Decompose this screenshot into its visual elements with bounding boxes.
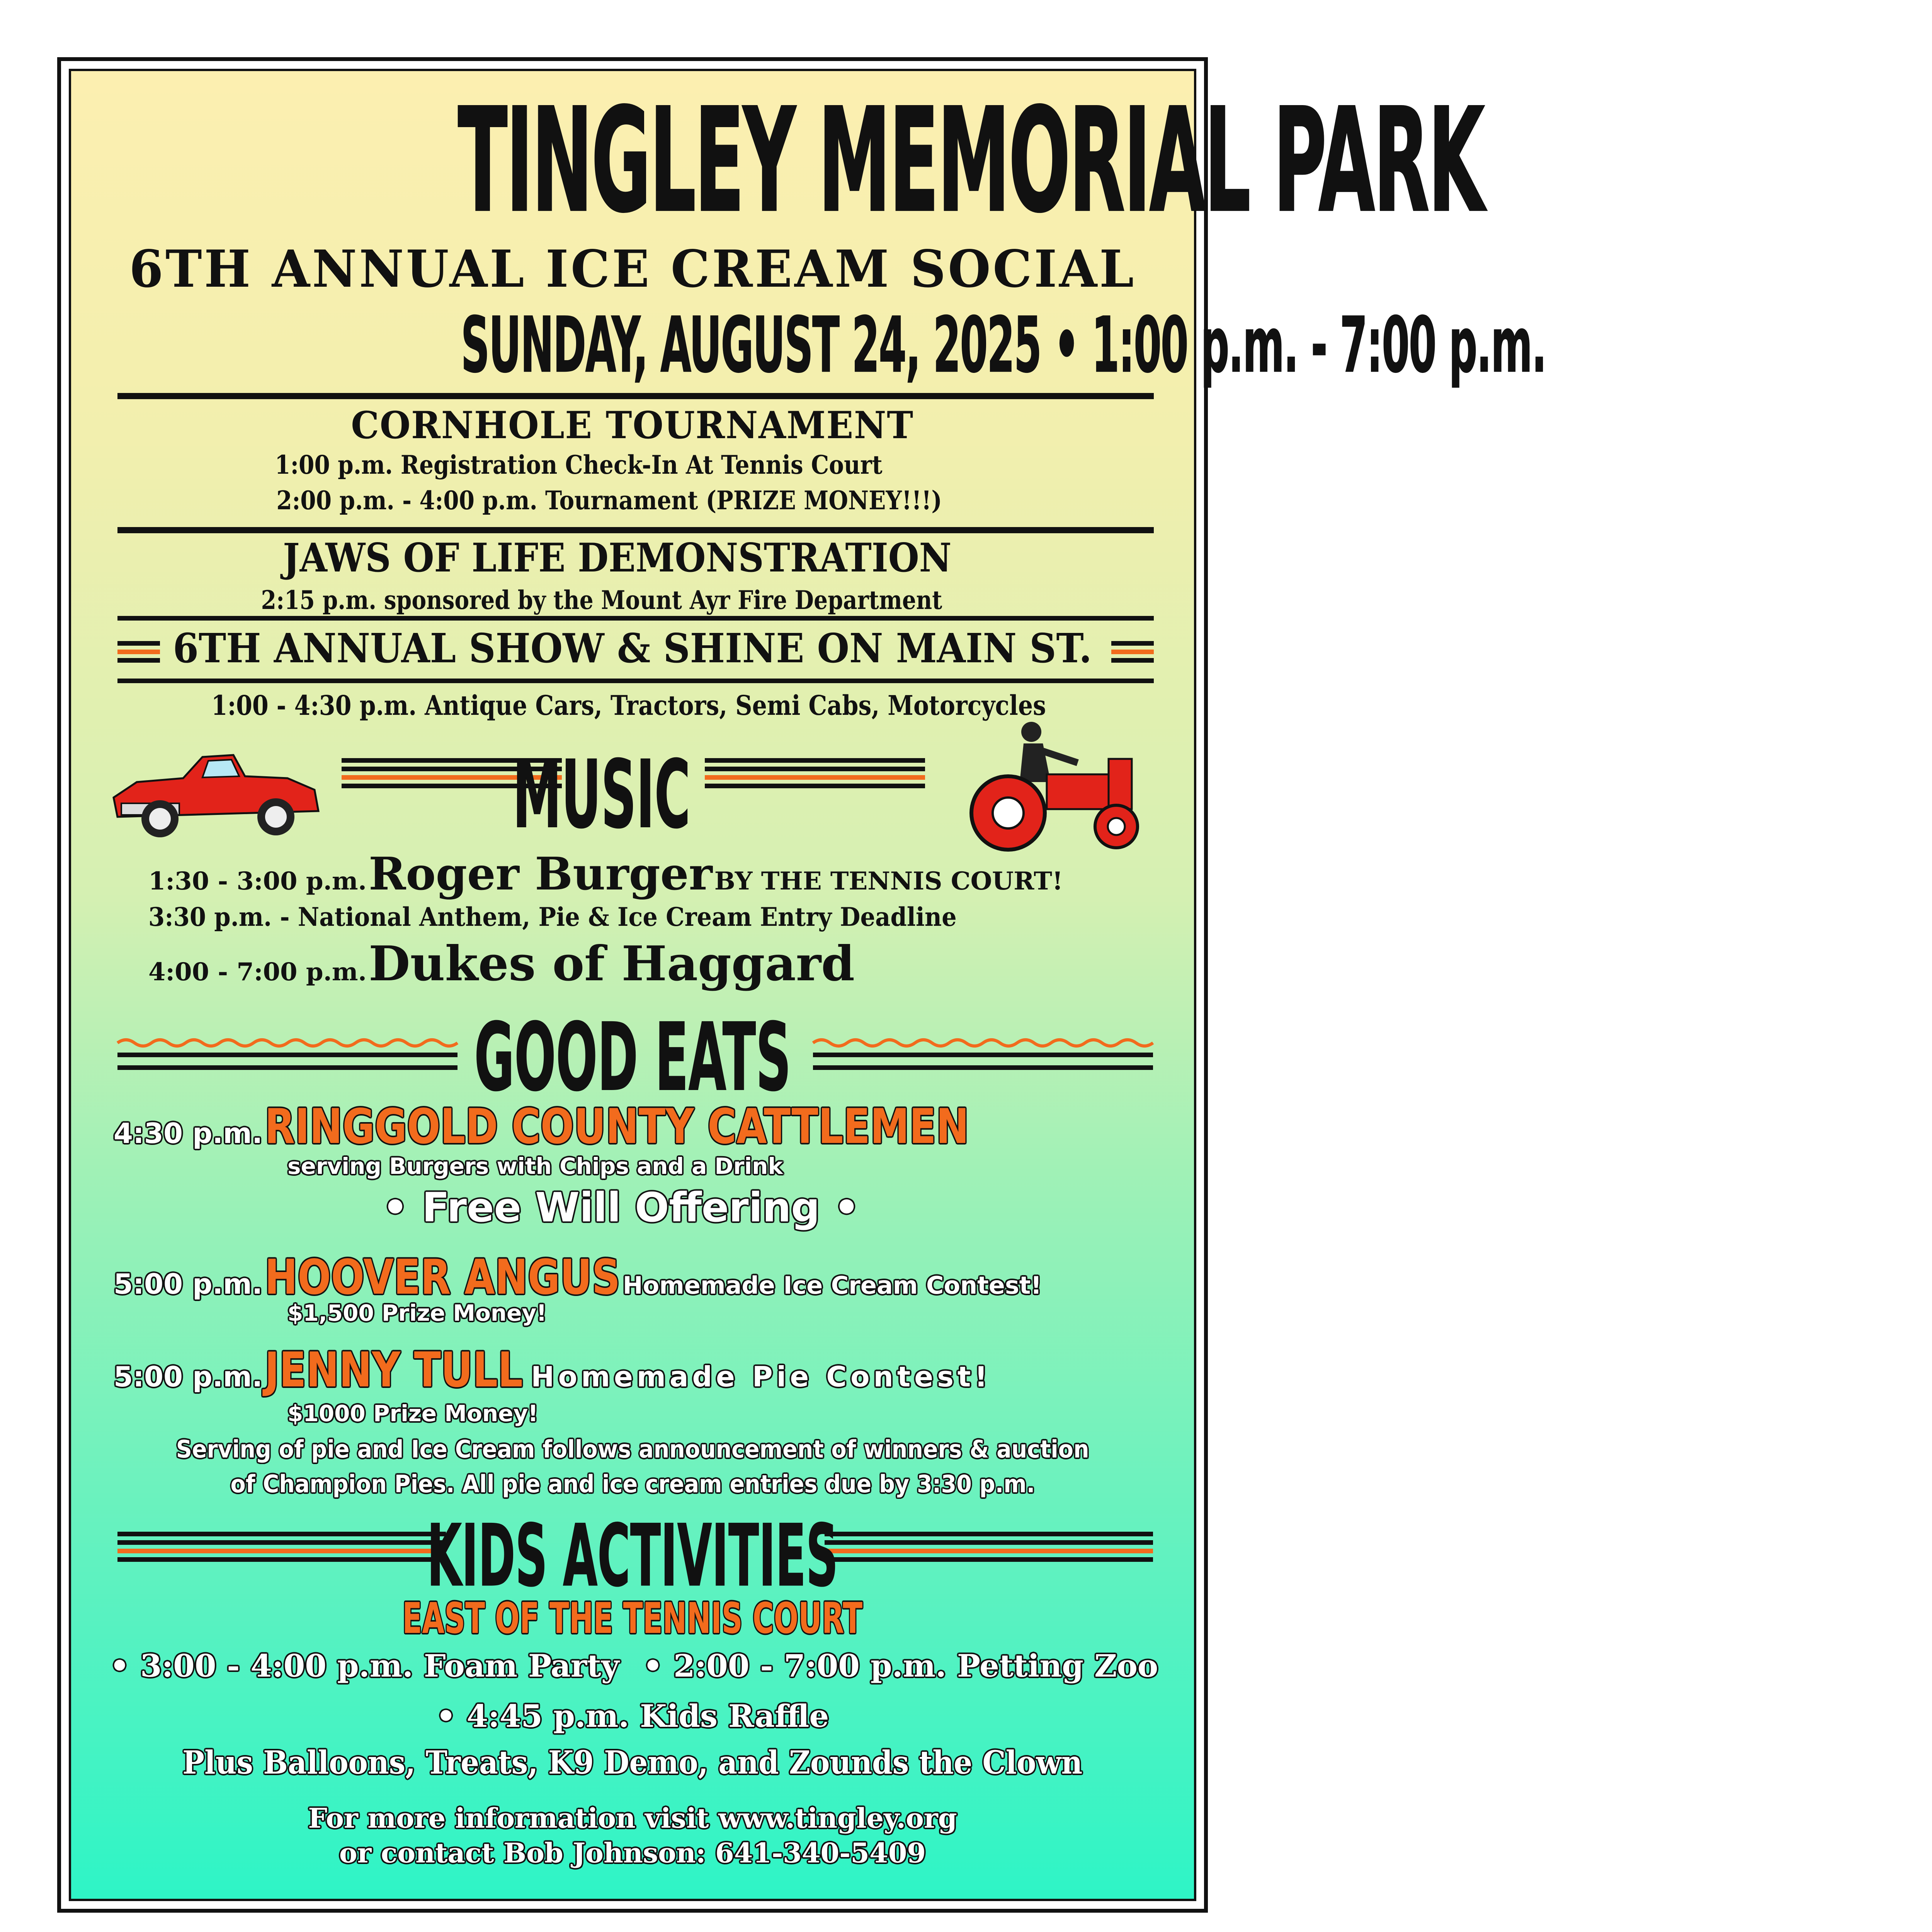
footer-contact: or contact Bob Johnson: 641-340-5409 — [339, 1837, 926, 1869]
cornhole-line2-row — [48, 485, 1171, 515]
vendor-note: Homemade Ice Cream Contest! — [622, 1271, 1042, 1299]
serving-note: of Champion Pies. All pie and ice cream entries due by 3:30 p.m. — [230, 1470, 1035, 1498]
music-item — [148, 902, 1027, 932]
music-heading-row — [40, 743, 1163, 847]
cornhole-tournament: 2:00 p.m. - 4:00 p.m. Tournament (PRIZE MONEY!!!) — [276, 485, 942, 515]
event-subtitle: 6TH ANNUAL ICE CREAM SOCIAL — [129, 239, 1136, 299]
prize-amount: $1000 Prize Money! — [287, 1400, 538, 1427]
kids-location: EAST OF THE TENNIS COURT — [402, 1594, 863, 1643]
vendor-row — [114, 1250, 1042, 1305]
prize-amount: $1,500 Prize Money! — [287, 1300, 547, 1326]
kids-location-row — [71, 1594, 1194, 1643]
subtitle-row — [71, 239, 1194, 299]
music-time: 4:00 - 7:00 p.m. — [148, 957, 367, 986]
jaws-heading-row — [56, 535, 1179, 581]
kids-activity-label: • 3:00 - 4:00 p.m. Foam Party — [110, 1648, 619, 1684]
kids-activity — [643, 1648, 1158, 1684]
cornhole-checkin: 1:00 p.m. Registration Check-In At Tennis Court — [274, 450, 883, 480]
footer-row — [71, 1837, 1194, 1869]
kids-heading-row — [71, 1506, 1194, 1606]
date-row — [17, 301, 1546, 390]
music-note: BY THE TENNIS COURT! — [714, 867, 1063, 896]
vendor-name: RINGGOLD COUNTY CATTLEMEN — [264, 1099, 969, 1155]
jaws-sponsor: 2:15 p.m. sponsored by the Mount Ayr Fire Department — [261, 585, 942, 615]
kids-activity-label: • 4:45 p.m. Kids Raffle — [436, 1698, 829, 1734]
serving-row — [71, 1470, 1194, 1498]
footer-row — [71, 1802, 1194, 1834]
kids-heading: KIDS ACTIVITIES — [427, 1506, 838, 1606]
jaws-line-row — [40, 585, 1163, 615]
vendor-name: JENNY TULL — [264, 1342, 523, 1398]
kids-extras-row — [71, 1744, 1194, 1781]
divider — [117, 616, 1154, 621]
music-time: 1:30 - 3:00 p.m. — [148, 867, 367, 896]
vendor-time: 5:00 p.m. — [114, 1361, 263, 1393]
vendor-row — [114, 1099, 1123, 1155]
kids-activity — [110, 1648, 619, 1684]
jaws-heading: JAWS OF LIFE DEMONSTRATION — [282, 535, 952, 581]
prize-row — [287, 1300, 547, 1326]
vendor-name: HOOVER ANGUS — [264, 1250, 620, 1305]
poster — [69, 69, 1546, 1901]
music-item — [148, 936, 855, 992]
prize-row — [287, 1400, 538, 1427]
show-shine-details: 1:00 - 4:30 p.m. Antique Cars, Tractors, Semi Cabs, Motorcycles — [211, 689, 1046, 721]
kids-extras: Plus Balloons, Treats, K9 Demo, and Zounds the Clown — [182, 1744, 1083, 1781]
cornhole-line1-row — [17, 450, 1140, 480]
music-act: Dukes of Haggard — [368, 936, 855, 992]
kids-raffle-row — [71, 1698, 1194, 1734]
vendor-detail: serving Burgers with Chips and a Drink — [287, 1153, 783, 1179]
serving-note: Serving of pie and Ice Cream follows announcement of winners & auction — [176, 1435, 1089, 1463]
vendor-note: Homemade Pie Contest! — [531, 1361, 992, 1393]
divider — [117, 679, 1154, 683]
title-row — [71, 77, 1483, 244]
good-eats-heading: GOOD EATS — [474, 1003, 791, 1112]
event-date: SUNDAY, AUGUST 24, 2025 • 1:00 p.m. - 7:00 p.m. — [461, 301, 1546, 390]
offering-row — [60, 1184, 1182, 1231]
divider — [117, 393, 1154, 399]
page-title: TINGLEY MEMORIAL PARK — [457, 77, 1483, 244]
divider — [117, 527, 1154, 533]
cornhole-heading-row — [71, 403, 1194, 447]
show-shine-heading: 6TH ANNUAL SHOW & SHINE ON MAIN ST. — [173, 624, 1092, 672]
music-item — [148, 848, 1063, 900]
vendor-time: 4:30 p.m. — [114, 1117, 263, 1150]
vendor-detail-row — [287, 1153, 783, 1179]
vendor-time: 5:00 p.m. — [114, 1268, 263, 1300]
vendor-row — [114, 1342, 991, 1398]
music-time: 3:30 p.m. - National Anthem, Pie & Ice Cream Entry Deadline — [148, 902, 957, 932]
serving-row — [71, 1435, 1194, 1463]
good-eats-heading-row — [71, 1003, 1194, 1112]
cornhole-heading: CORNHOLE TOURNAMENT — [351, 403, 914, 447]
music-act: Roger Burger — [368, 848, 713, 900]
kids-activity-label: • 2:00 - 7:00 p.m. Petting Zoo — [643, 1648, 1158, 1684]
music-heading: MUSIC — [513, 741, 690, 849]
footer-website: For more information visit www.tingley.org — [308, 1802, 957, 1834]
show-heading-row — [71, 624, 1194, 672]
free-will-offering: • Free Will Offering • — [382, 1184, 860, 1231]
